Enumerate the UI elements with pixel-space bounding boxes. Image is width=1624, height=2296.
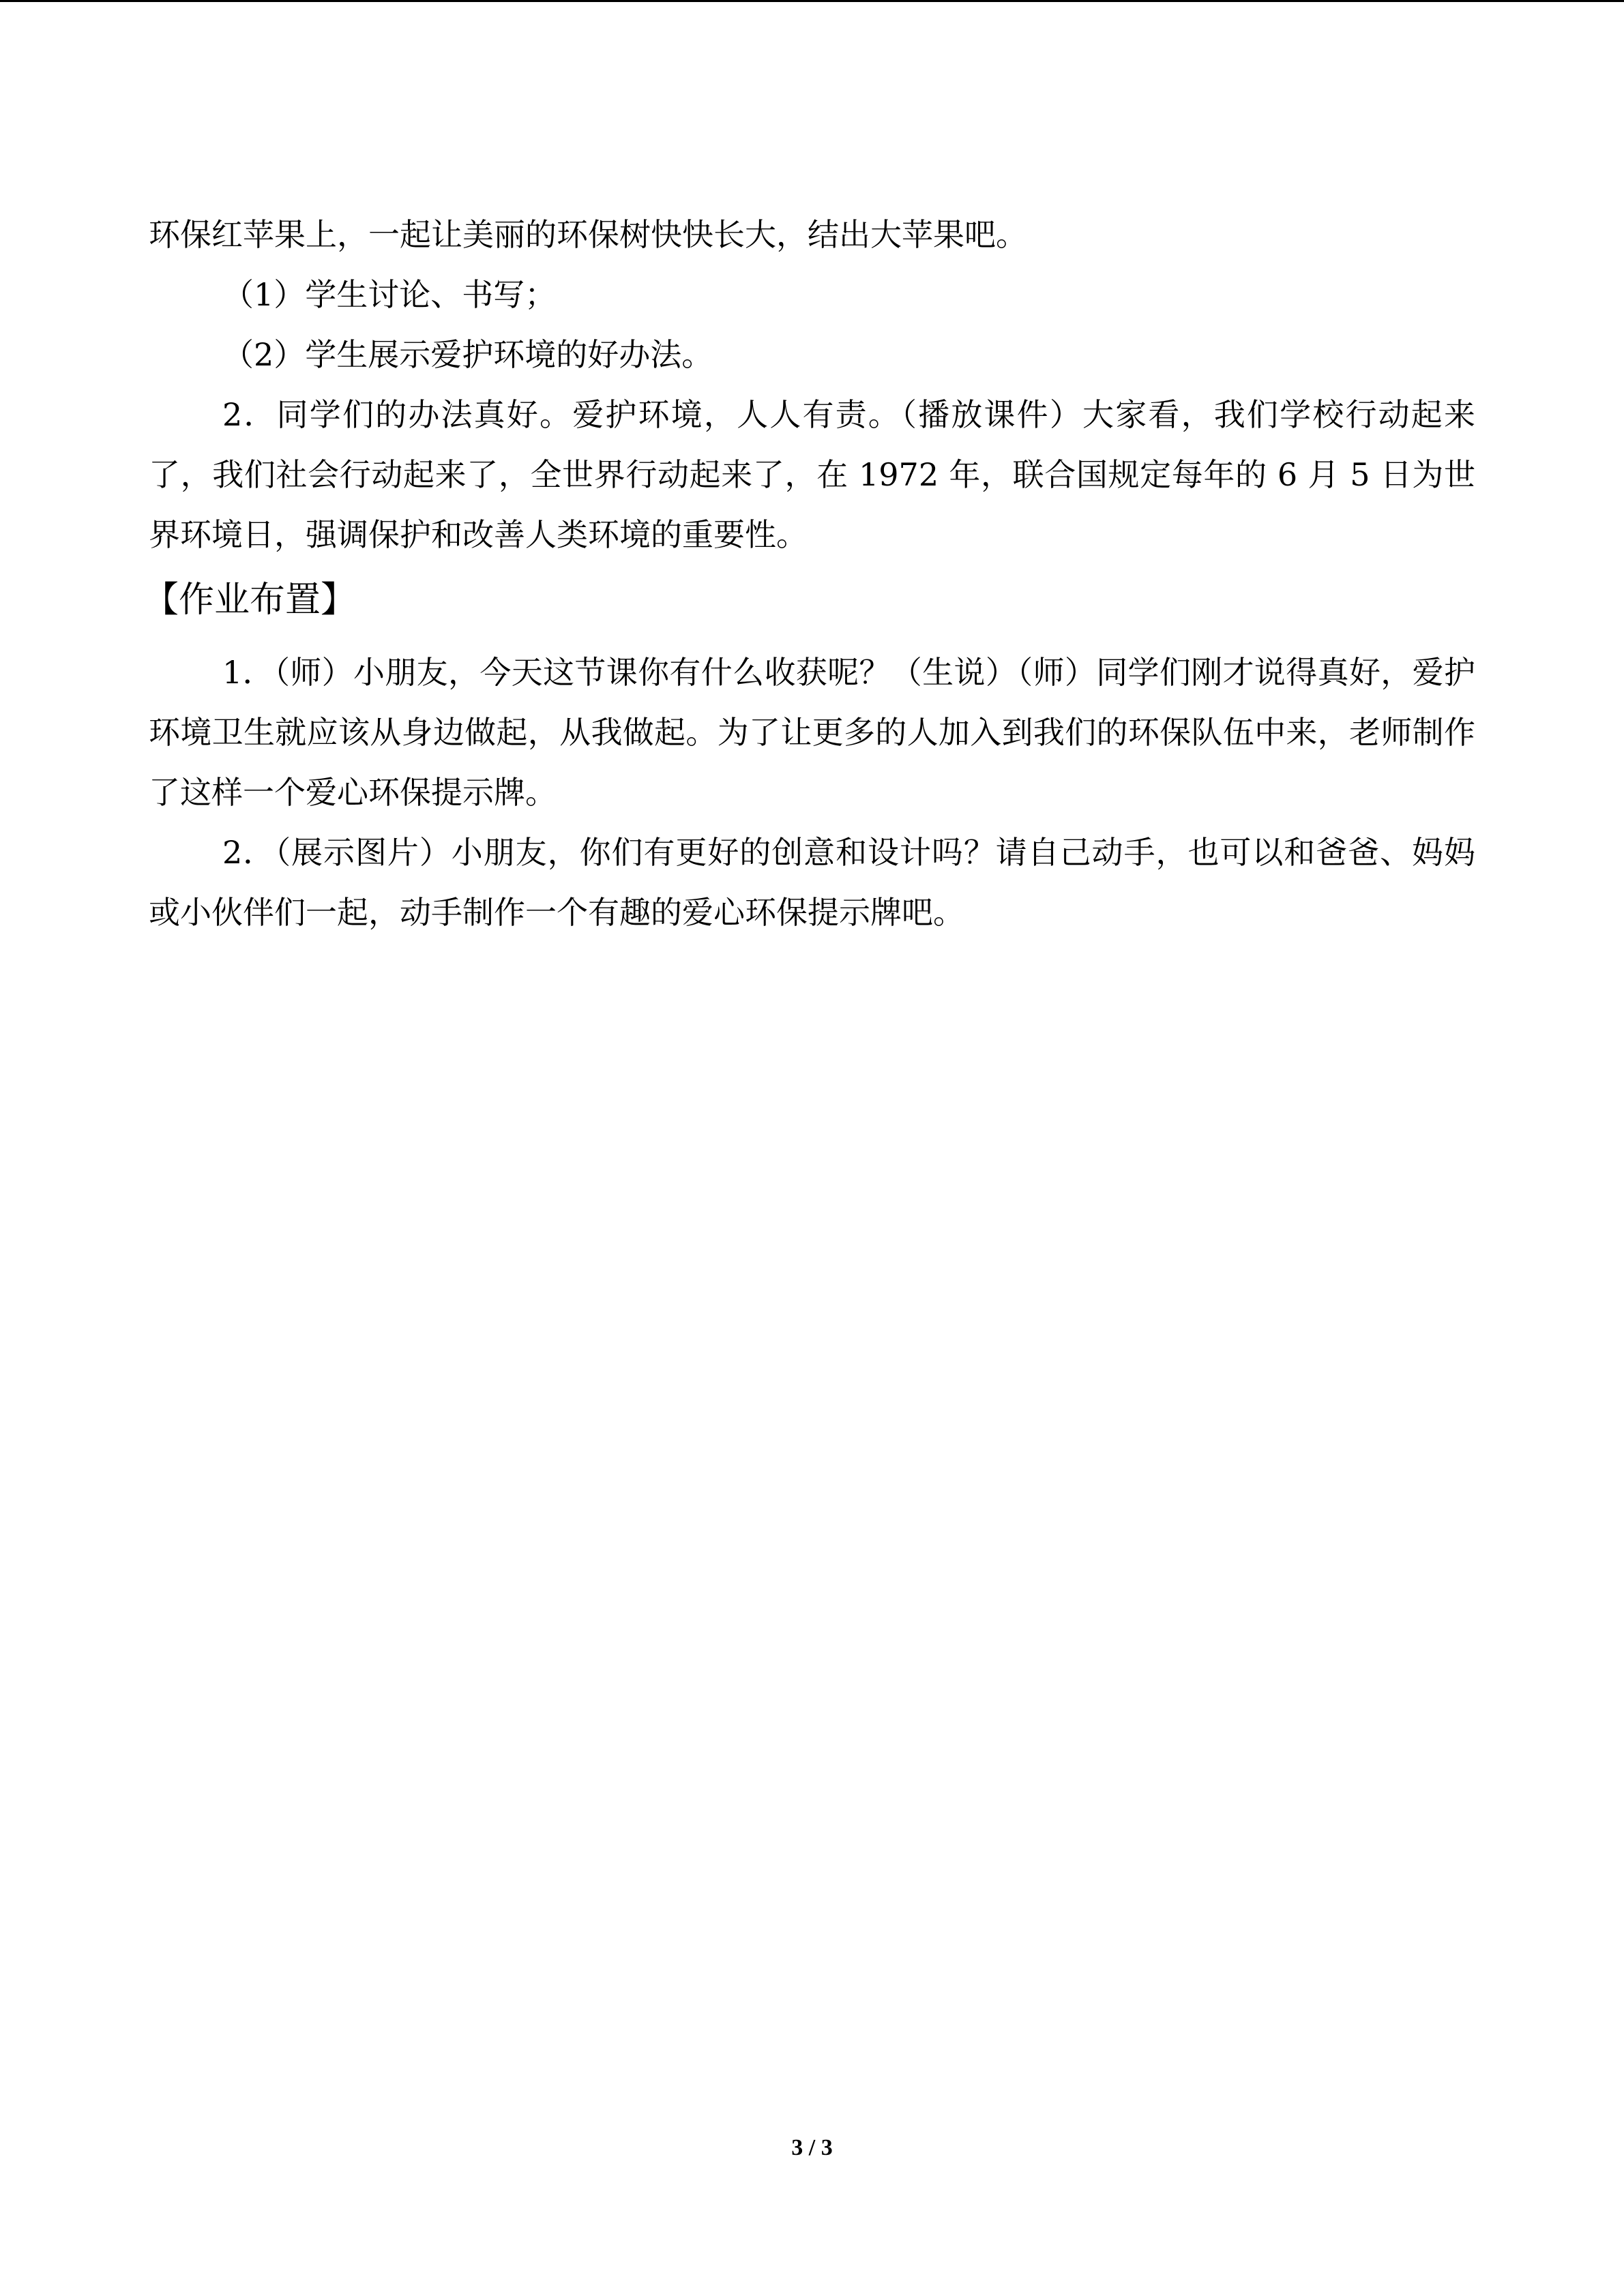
paragraph-item-2: 2．同学们的办法真好。爱护环境，人人有责。（播放课件）大家看，我们学校行动起来了，我们社会行动起来了，全世界行动起来了，在 1972 年，联合国规定每年的 6 月 5 日为世界环境日，强调保护和改善人类环境的重要性。 xyxy=(149,396,1475,553)
section-heading-homework: 【作业布置】 xyxy=(143,580,357,621)
homework-item-2: 2．（展示图片）小朋友，你们有更好的创意和设计吗？请自己动手，也可以和爸爸、妈妈或小伙伴们一起，动手制作一个有趣的爱心环保提示牌吧。 xyxy=(149,834,1475,931)
top-border-line xyxy=(0,0,1624,2)
paragraph-step-2: （2）学生展示爱护环境的好办法。 xyxy=(222,336,713,373)
homework-item-1: 1．（师）小朋友，今天这节课你有什么收获呢？（生说）（师）同学们刚才说得真好，爱护环境卫生就应该从身边做起，从我做起。为了让更多的人加入到我们的环保队伍中来，老师制作了这样一个爱心环保提示牌。 xyxy=(149,654,1475,811)
page-number: 3 / 3 xyxy=(791,2135,833,2160)
paragraph-continuation: 环保红苹果上，一起让美丽的环保树快快长大，结出大苹果吧。 xyxy=(149,216,1027,253)
paragraph-step-1: （1）学生讨论、书写； xyxy=(222,276,557,313)
document-body xyxy=(143,205,1475,942)
